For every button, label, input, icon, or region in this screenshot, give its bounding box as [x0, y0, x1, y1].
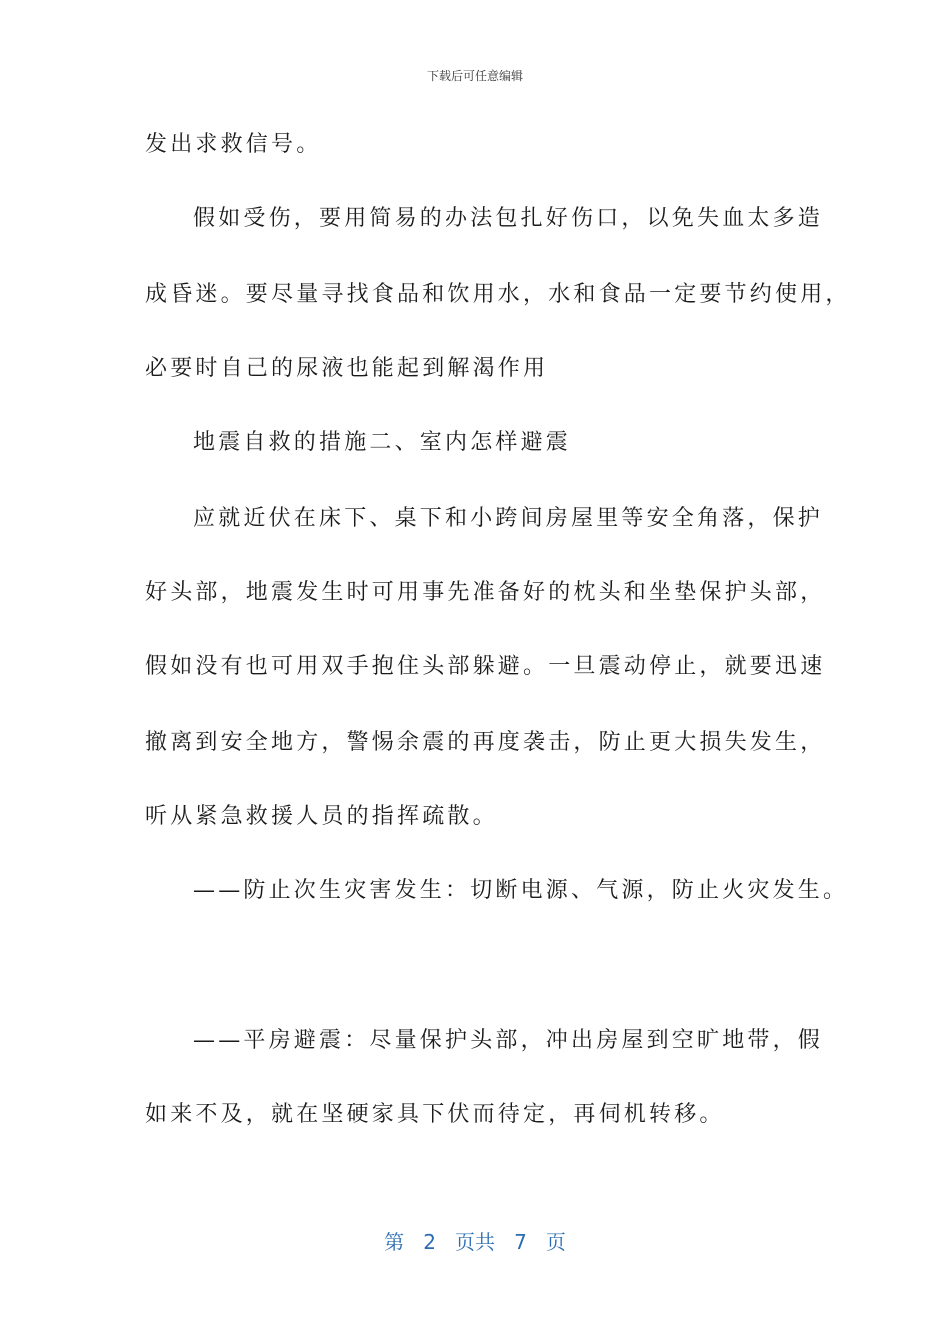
text-line-2: 假如受伤，要用简易的办法包扎好伤口，以免失血太多造 — [193, 206, 824, 231]
text-line-8: 假如没有也可用双手抱住头部躲避。一旦震动停止，就要迅速 — [145, 654, 826, 679]
total-pages-number: 7 — [514, 1230, 527, 1254]
page-label-suffix: 页 — [545, 1230, 566, 1254]
text-line-7: 好头部，地震发生时可用事先准备好的枕头和坐垫保护头部， — [145, 580, 826, 605]
text-line-12: ——平房避震：尽量保护头部，冲出房屋到空旷地带，假 — [193, 1028, 824, 1053]
text-line-9: 撤离到安全地方，警惕余震的再度袭击，防止更大损失发生， — [145, 730, 826, 755]
text-line-10: 听从紧急救援人员的指挥疏散。 — [145, 804, 498, 829]
text-line-13: 如来不及，就在坚硬家具下伏而待定，再伺机转移。 — [145, 1102, 725, 1127]
text-line-1: 发出求救信号。 — [145, 132, 322, 157]
page-label-mid: 页共 — [455, 1230, 495, 1254]
text-line-6: 应就近伏在床下、桌下和小跨间房屋里等安全角落，保护 — [193, 506, 824, 531]
section-heading: 地震自救的措施二、室内怎样避震 — [193, 430, 572, 455]
current-page-number: 2 — [423, 1230, 436, 1254]
page-label-prefix: 第 — [384, 1230, 405, 1254]
header-note: 下载后可任意编辑 — [426, 69, 523, 83]
text-line-11: ——防止次生灾害发生：切断电源、气源，防止火灾发生。 — [193, 878, 849, 903]
page-footer — [0, 1226, 950, 1255]
text-line-4: 必要时自己的尿液也能起到解渴作用 — [145, 356, 549, 381]
text-line-3: 成昏迷。要尽量寻找食品和饮用水，水和食品一定要节约使用， — [145, 282, 851, 307]
